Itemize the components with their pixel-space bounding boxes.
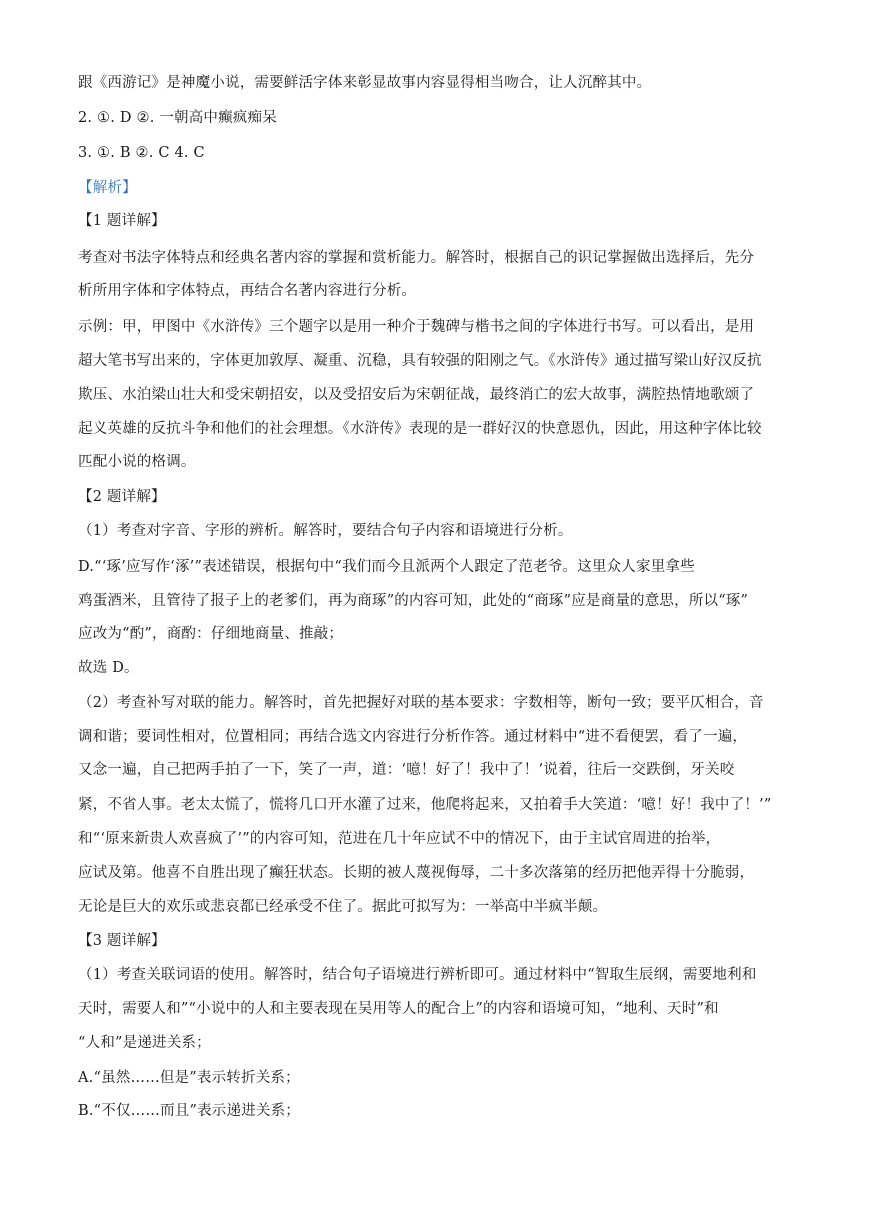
- answer-line-2: 2. ①. D ②. 一朝高中癫疯痴呆: [78, 110, 277, 126]
- paragraph-line: 起义英雄的反抗斗争和他们的社会理想。《水浒传》表现的是一群好汉的快意恩仇，因此，用这种字体比较: [78, 421, 762, 437]
- paragraph-line: 故选 D。: [78, 660, 139, 676]
- paragraph-line: 天时，需要人和”“小说中的人和主要表现在吴用等人的配合上”的内容和语境可知，“地利、天时”和: [78, 1001, 719, 1017]
- paragraph-line: 匹配小说的格调。: [78, 454, 196, 470]
- paragraph-line: 示例：甲，甲图中《水浒传》三个题字以是用一种介于魏碑与楷书之间的字体进行书写。可以看出，是用: [78, 319, 755, 335]
- paragraph-line: 考查对书法字体特点和经典名著内容的掌握和赏析能力。解答时，根据自己的识记掌握做出选择后，先分: [78, 250, 755, 266]
- paragraph-line: 应改为“酌”，商酌：仔细地商量、推敲；: [78, 626, 344, 642]
- paragraph-line: 析所用字体和字体特点，再结合名著内容进行分析。: [78, 283, 417, 299]
- paragraph-line: 无论是巨大的欢乐或悲哀都已经承受不住了。据此可拟写为：一举高中半疯半颠。: [78, 899, 608, 915]
- paragraph-line: 和“‘原来新贵人欢喜疯了’”的内容可知，范进在几十年应试不中的情况下，由于主试官周进的抬举，: [78, 831, 721, 847]
- paragraph-line: （1）考查关联词语的使用。解答时，结合句子语境进行辨析即可。通过材料中“智取生辰纲，需要地利和: [78, 967, 757, 983]
- paragraph-line: 鸡蛋酒米，且管待了报子上的老爹们，再为商琢”的内容可知，此处的“商琢”应是商量的意思，所以“琢”: [78, 593, 749, 609]
- option-line-a: A.“虽然……但是”表示转折关系；: [78, 1070, 300, 1086]
- section-heading-q2: 【2 题详解】: [78, 489, 166, 505]
- answer-line-3: 3. ①. B ②. C 4. C: [78, 145, 205, 161]
- paragraph-line: 调和谐；要词性相对，位置相同；再结合选文内容进行分析作答。通过材料中“进不看便罢，看了一遍，: [78, 729, 748, 745]
- option-line-b: B.“不仅……而且”表示递进关系；: [78, 1103, 300, 1119]
- paragraph-line: D.“‘琢’应写作‘涿’”表述错误，根据句中“我们而今且派两个人跟定了范老爷。这里众人家里拿些: [78, 559, 695, 575]
- section-heading-q1: 【1 题详解】: [78, 213, 166, 229]
- paragraph-line: 应试及第。他喜不自胜出现了癫狂状态。长期的被人蔑视侮辱，二十多次落第的经历把他弄得十分脆弱，: [78, 865, 755, 881]
- paragraph-line: 超大笔书写出来的，字体更加敦厚、凝重、沉稳，具有较强的阳刚之气。《水浒传》通过描写梁山好汉反抗: [78, 353, 762, 369]
- paragraph-line: （1）考查对字音、字形的辨析。解答时，要结合句子内容和语境进行分析。: [78, 523, 573, 539]
- paragraph-line: 紧，不省人事。老太太慌了，慌将几口开水灌了过来，他爬将起来，又拍着手大笑道：‘噫！好！我中了！’”: [78, 797, 772, 813]
- paragraph-line: （2）考查补写对联的能力。解答时，首先把握好对联的基本要求：字数相等，断句一致；要平仄相合，音: [78, 695, 764, 711]
- paragraph-line: “人和”是递进关系；: [78, 1035, 211, 1051]
- paragraph-line: 跟《西游记》是神魔小说，需要鲜活字体来彰显故事内容显得相当吻合，让人沉醉其中。: [78, 75, 652, 91]
- section-heading-q3: 【3 题详解】: [78, 933, 166, 949]
- analysis-heading: 【解析】: [78, 180, 137, 196]
- paragraph-line: 欺压、水泊梁山壮大和受宋朝招安，以及受招安后为宋朝征战，最终消亡的宏大故事，满腔热情地歌颂了: [78, 387, 755, 403]
- paragraph-line: 又念一遍，自己把两手拍了一下，笑了一声，道：‘噫！好了！我中了！’说着，往后一交跌倒，牙关咬: [78, 762, 735, 778]
